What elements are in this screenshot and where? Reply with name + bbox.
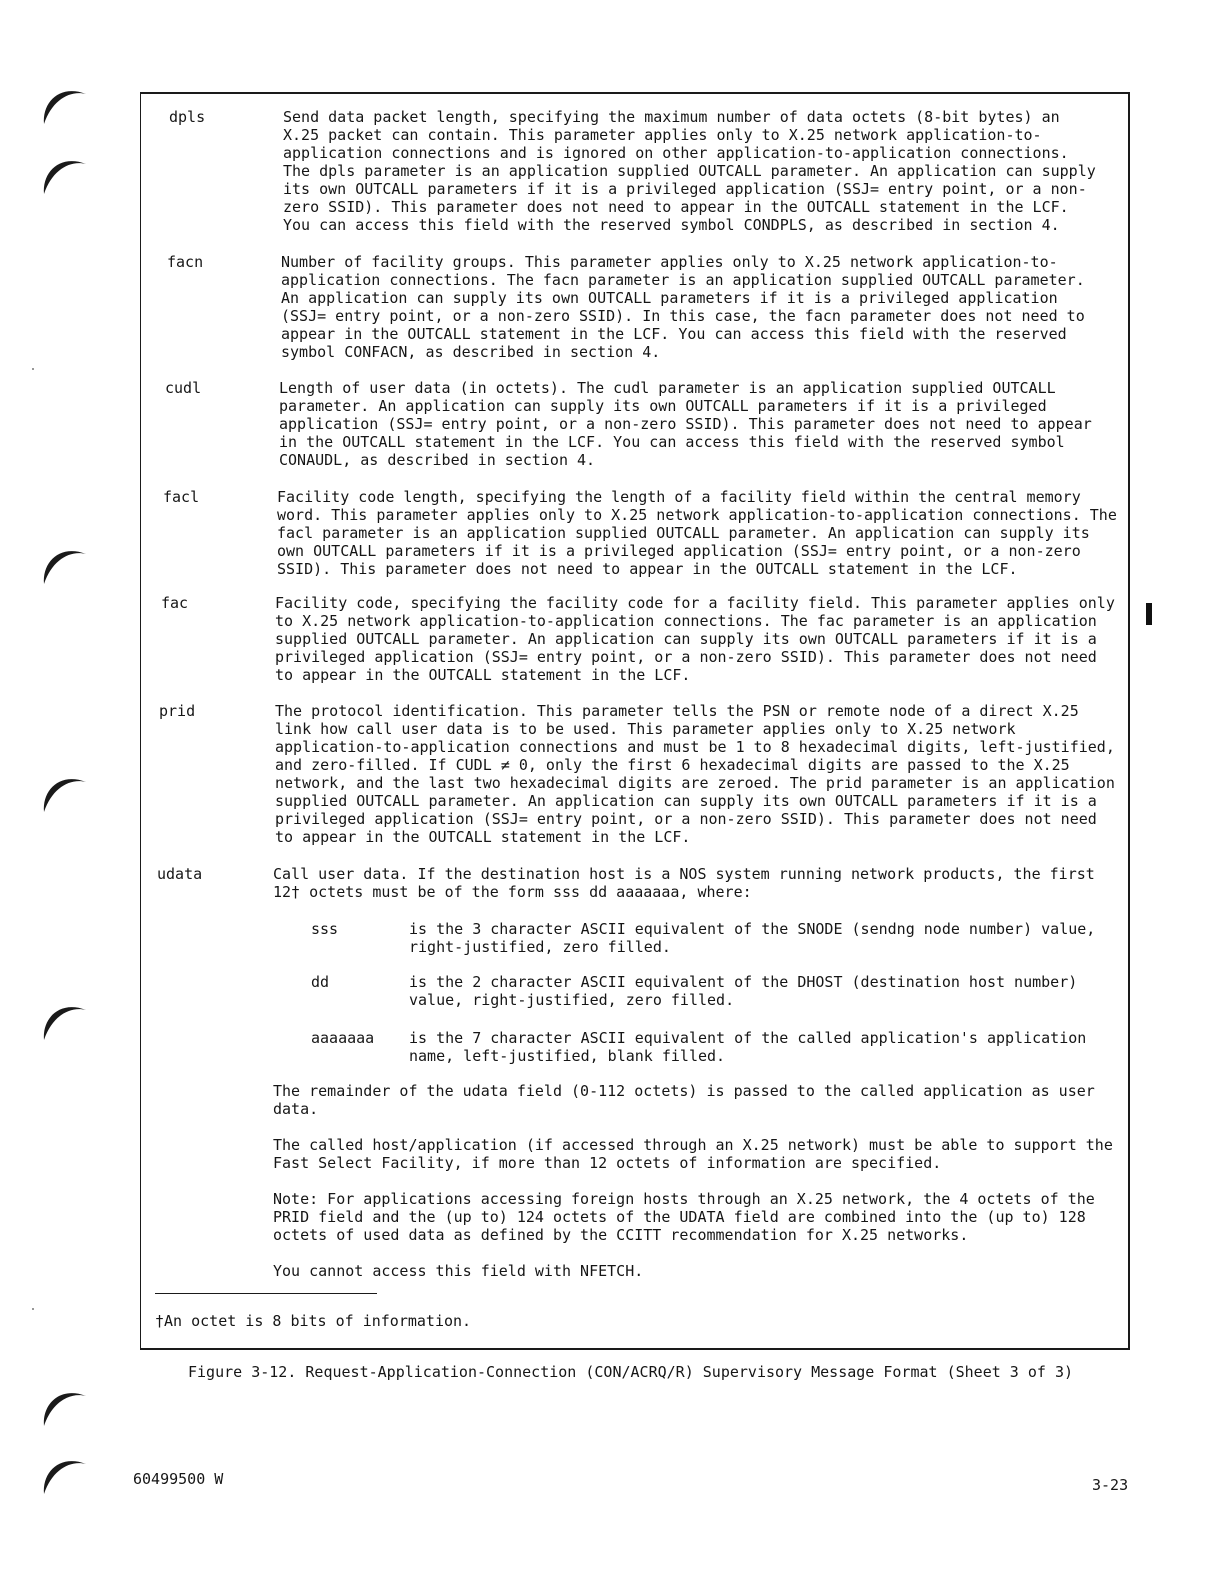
parameter-description: Send data packet length, specifying the maximum number of data octets (8-bit bytes) an X.25 packet can contain. This parameter applies only to X.25 network application-to-application connections and is ignored on other application-to-application connections. The dpls parameter is an application supplied OUTCALL parameter. An application can supply its own OUTCALL parameters if it is a privileged application (SSJ= entry point, or a non-zero SSID). This parameter does not need to appear in the OUTCALL statement in the LCF. You can access this field with the reserved symbol CONDPLS, as described in section 4. [283,108,1096,234]
udata-paragraph: The remainder of the udata field (0-112 octets) is passed to the called application as user data. [273,1082,1095,1118]
footnote: †An octet is 8 bits of information. [155,1312,472,1330]
subitem-description: is the 7 character ASCII equivalent of the called application's application name, left-justified, blank filled. [409,1029,1087,1065]
parameter-description: Facility code, specifying the facility code for a facility field. This parameter applies only to X.25 network application-to-application connections. The fac parameter is an application supplied OUTCALL parameter. An application can supply its own OUTCALL parameters if it is a privileged application (SSJ= entry point, or a non-zero SSID). This parameter does not need to appear in the OUTCALL statement in the LCF. [275,594,1115,684]
parameter-description: Facility code length, specifying the length of a facility field within the central memory word. This parameter applies only to X.25 network application-to-application connections. The facl parameter is an application supplied OUTCALL parameter. An application can supply its own OUTCALL parameters if it is a privileged application (SSJ= entry point, or a non-zero SSID). This parameter does not need to appear in the OUTCALL statement in the LCF. [277,488,1117,578]
figure-caption: Figure 3-12. Request-Application-Connection (CON/ACRQ/R) Supervisory Message Format (Sheet 3 of 3) [188,1363,1074,1381]
punch-hole-mark [38,1450,90,1500]
figure-frame [140,92,1130,1350]
subitem-description: is the 3 character ASCII equivalent of the SNODE (sendng node number) value, right-justified, zero filled. [409,920,1096,956]
parameter-name: fac [161,594,189,612]
scan-speck [32,368,34,370]
parameter-name: facn [167,253,204,271]
punch-hole-mark [38,80,90,130]
subitem-name: dd [311,973,330,991]
revision-change-bar [1146,603,1152,625]
subitem-name: aaaaaaa [311,1029,375,1047]
punch-hole-mark [38,150,90,200]
udata-paragraph: The called host/application (if accessed through an X.25 network) must be able to support the Fast Select Facility, if more than 12 octets of information are specified. [273,1136,1113,1172]
scan-speck [32,1308,34,1310]
udata-note: Note: For applications accessing foreign hosts through an X.25 network, the 4 octets of the PRID field and the (up to) 124 octets of the UDATA field are combined into the (up to) 128 octets of used data as defined by the CCITT recommendation for X.25 networks. [273,1190,1095,1244]
punch-hole-mark [38,996,90,1046]
parameter-description: Length of user data (in octets). The cudl parameter is an application supplied OUTCALL parameter. An application can supply its own OUTCALL parameters if it is a privileged application (SSJ= entry point, or a non-zero SSID). This parameter does not need to appear in the OUTCALL statement in the LCF. You can access this field with the reserved symbol CONAUDL, as described in section 4. [279,379,1092,469]
parameter-name: facl [163,488,200,506]
parameter-name: udata [157,865,203,883]
subitem-name: sss [311,920,339,938]
parameter-name: dpls [169,108,206,126]
punch-hole-mark [38,768,90,818]
punch-hole-mark [38,540,90,590]
subitem-description: is the 2 character ASCII equivalent of the DHOST (destination host number) value, right-justified, zero filled. [409,973,1078,1009]
document-number: 60499500 W [133,1470,224,1488]
parameter-description: Number of facility groups. This parameter applies only to X.25 network application-to-application connections. The facn parameter is an application supplied OUTCALL parameter. An application can supply its own OUTCALL parameters if it is a privileged application (SSJ= entry point, or a non-zero SSID). In this case, the facn parameter does not need to appear in the OUTCALL statement in the LCF. You can access this field with the reserved symbol CONFACN, as described in section 4. [281,253,1085,361]
punch-hole-mark [38,1382,90,1432]
parameter-name: prid [159,702,196,720]
parameter-description: The protocol identification. This parameter tells the PSN or remote node of a direct X.25 link how call user data is to be used. This parameter applies only to X.25 network application-to-application connections and must be 1 to 8 hexadecimal digits, left-justified, and zero-filled. If CUDL ≠ 0, only the first 6 hexadecimal digits are passed to the X.25 network, and the last two hexadecimal digits are zeroed. The prid parameter is an application supplied OUTCALL parameter. An application can supply its own OUTCALL parameters if it is a privileged application (SSJ= entry point, or a non-zero SSID). This parameter does not need to appear in the OUTCALL statement in the LCF. [275,702,1115,846]
udata-paragraph: You cannot access this field with NFETCH. [273,1262,644,1280]
parameter-description: Call user data. If the destination host is a NOS system running network products, the first 12† octets must be of the form sss dd aaaaaaa, where: [273,865,1095,901]
page-number: 3-23 [1092,1476,1129,1494]
footnote-rule [155,1293,377,1294]
parameter-name: cudl [165,379,202,397]
